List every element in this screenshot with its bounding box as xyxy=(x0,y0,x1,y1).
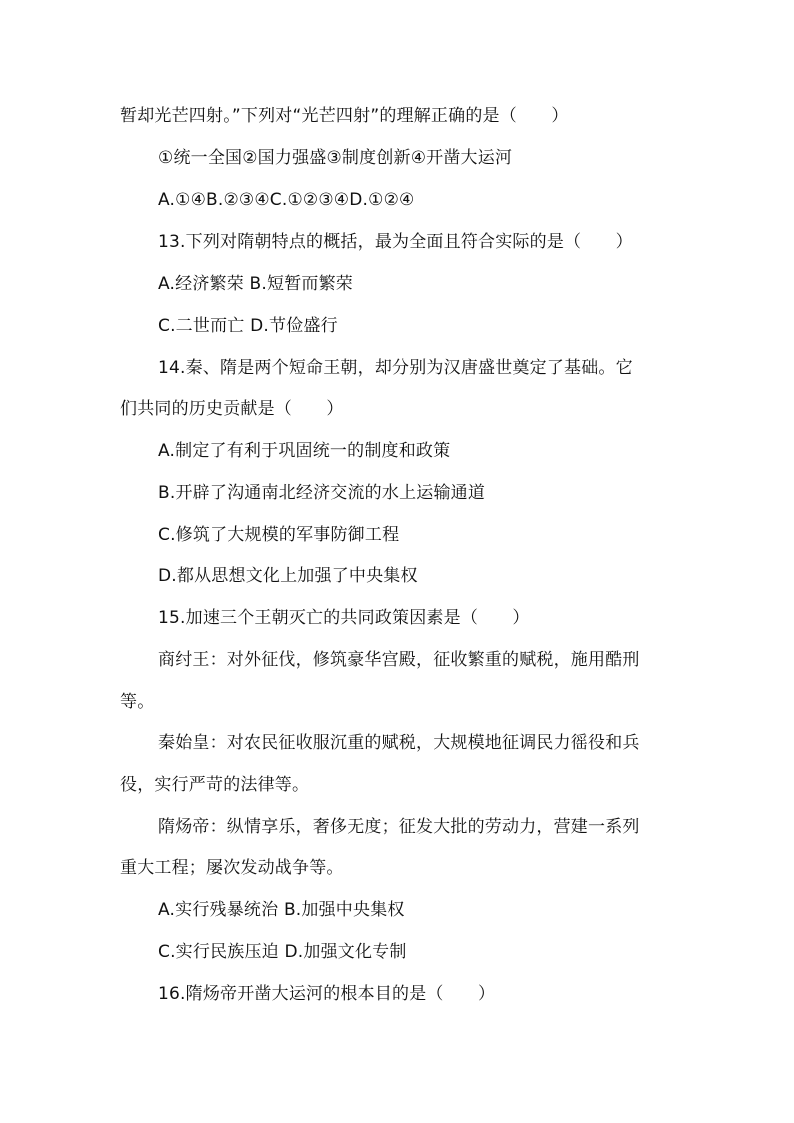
q15-options-line1: A.实行残暴统治 B.加强中央集权 xyxy=(158,900,405,920)
q12-stem-tail: 暂却光芒四射。”下列对“光芒四射”的理解正确的是（ ） xyxy=(120,106,569,126)
q13-options-line2: C.二世而亡 D.节俭盛行 xyxy=(158,316,338,336)
q16-stem: 16.隋炀帝开凿大运河的根本目的是（ ） xyxy=(158,984,496,1004)
q13-options-line1: A.经济繁荣 B.短暂而繁荣 xyxy=(158,274,354,294)
q15-options-line2: C.实行民族压迫 D.加强文化专制 xyxy=(158,942,407,962)
q13-stem: 13.下列对隋朝特点的概括，最为全面且符合实际的是（ ） xyxy=(158,232,633,252)
q12-options: A.①④B.②③④C.①②③④D.①②④ xyxy=(158,190,415,210)
q15-sui-line1: 隋炀帝：纵情享乐，奢侈无度；征发大批的劳动力，营建一系列 xyxy=(158,817,640,837)
q15-shang-line2: 等。 xyxy=(120,692,155,712)
q15-shang-line1: 商纣王：对外征伐，修筑豪华宫殿，征收繁重的赋税，施用酷刑 xyxy=(158,650,640,670)
q14-option-b: B.开辟了沟通南北经济交流的水上运输通道 xyxy=(158,483,486,503)
q14-option-c: C.修筑了大规模的军事防御工程 xyxy=(158,525,400,545)
q12-items: ①统一全国②国力强盛③制度创新④开凿大运河 xyxy=(158,148,513,168)
q14-option-a: A.制定了有利于巩固统一的制度和政策 xyxy=(158,441,451,461)
q15-stem: 15.加速三个王朝灭亡的共同政策因素是（ ） xyxy=(158,608,530,628)
q14-stem-line1: 14.秦、隋是两个短命王朝，却分别为汉唐盛世奠定了基础。它 xyxy=(158,358,633,378)
q15-qin-line1: 秦始皇：对农民征收服沉重的赋税，大规模地征调民力徭役和兵 xyxy=(158,733,640,753)
q15-qin-line2: 役，实行严苛的法律等。 xyxy=(120,775,310,795)
q14-stem-line2: 们共同的历史贡献是（ ） xyxy=(120,399,344,419)
q14-option-d: D.都从思想文化上加强了中央集权 xyxy=(158,566,418,586)
q15-sui-line2: 重大工程；屡次发动战争等。 xyxy=(120,858,344,878)
